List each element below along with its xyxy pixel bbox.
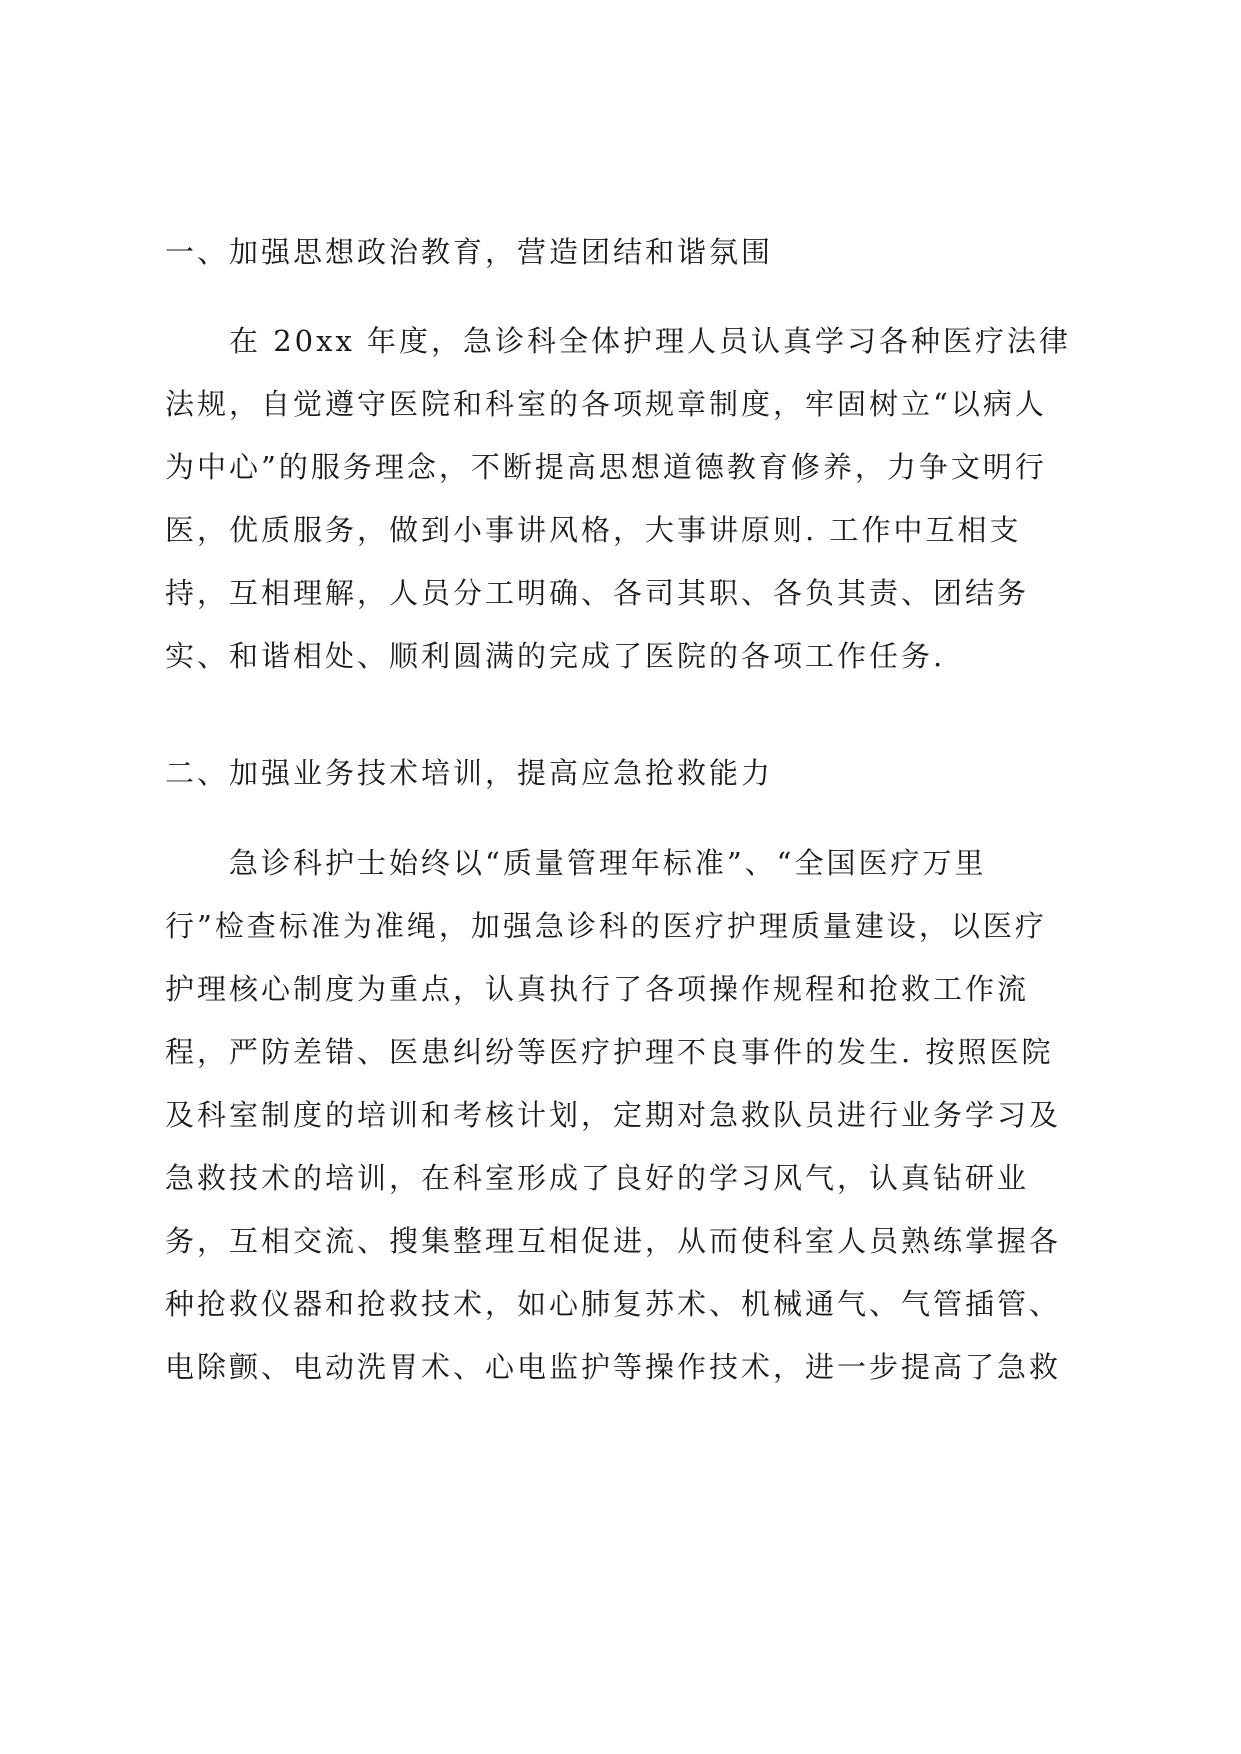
section-paragraph-1 <box>165 310 1095 688</box>
section-heading-1: 一、加强思想政治教育，营造团结和谐氛围 <box>165 235 774 269</box>
paragraph-line: 持，互相理解，人员分工明确、各司其职、各负其责、团结务 <box>165 576 1030 610</box>
paragraph-line: 在 20xx 年度，急诊科全体护理人员认真学习各种医疗法律 <box>165 324 1072 358</box>
paragraph-line: 实、和谐相处、顺利圆满的完成了医院的各项工作任务. <box>165 639 946 673</box>
paragraph-line: 程，严防差错、医患纠纷等医疗护理不良事件的发生. 按照医院 <box>165 1035 1054 1069</box>
paragraph-line: 急救技术的培训，在科室形成了良好的学习风气，认真钻研业 <box>165 1161 1030 1195</box>
paragraph-line: 护理核心制度为重点，认真执行了各项操作规程和抢救工作流 <box>165 972 1030 1006</box>
paragraph-line: 法规，自觉遵守医院和科室的各项规章制度，牢固树立“以病人 <box>165 387 1047 421</box>
paragraph-line: 及科室制度的培训和考核计划，定期对急救队员进行业务学习及 <box>165 1098 1062 1132</box>
paragraph-line: 为中心”的服务理念，不断提高思想道德教育修养，力争文明行 <box>165 450 1047 484</box>
section-paragraph-2 <box>165 832 1095 1399</box>
paragraph-line: 电除颤、电动洗胃术、心电监护等操作技术，进一步提高了急救 <box>165 1350 1062 1384</box>
paragraph-line: 种抢救仪器和抢救技术，如心肺复苏术、机械通气、气管插管、 <box>165 1287 1062 1321</box>
paragraph-line: 急诊科护士始终以“质量管理年标准”、“全国医疗万里 <box>165 846 987 880</box>
paragraph-line: 医，优质服务，做到小事讲风格，大事讲原则. 工作中互相支 <box>165 513 1022 547</box>
paragraph-line: 行”检查标准为准绳，加强急诊科的医疗护理质量建设，以医疗 <box>165 909 1047 943</box>
section-heading-2: 二、加强业务技术培训，提高应急抢救能力 <box>165 756 774 790</box>
paragraph-line: 务，互相交流、搜集整理互相促进，从而使科室人员熟练掌握各 <box>165 1224 1062 1258</box>
